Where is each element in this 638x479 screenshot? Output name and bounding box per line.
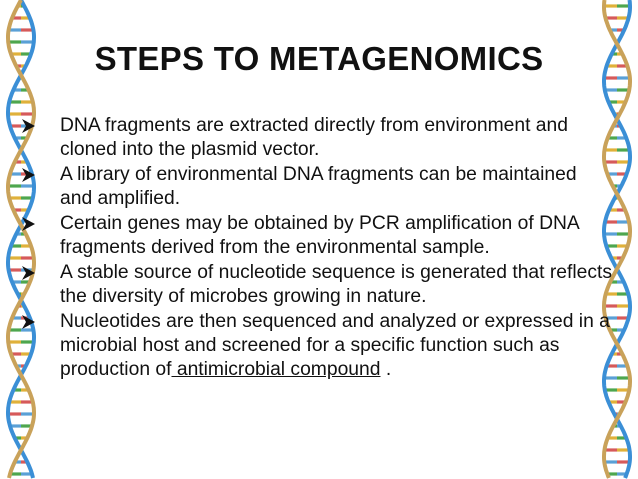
bullet-text: DNA fragments are extracted directly from environment and cloned into the plasmid vector. bbox=[60, 115, 568, 160]
underlined-term: antimicrobial compound bbox=[171, 359, 381, 380]
bullet-item bbox=[14, 261, 614, 309]
slide-title: STEPS TO METAGENOMICS bbox=[94, 40, 544, 77]
arrow-bullet-icon bbox=[20, 215, 38, 233]
bullet-text-end: . bbox=[380, 359, 392, 380]
arrow-bullet-icon bbox=[20, 313, 38, 331]
arrow-bullet-icon bbox=[20, 117, 38, 135]
bullet-item bbox=[14, 163, 614, 211]
bullet-text: Certain genes may be obtained by PCR amplification of DNA fragments derived from the environmental sample. bbox=[60, 213, 579, 258]
bullet-item bbox=[14, 310, 614, 382]
arrow-bullet-icon bbox=[20, 264, 38, 282]
bullet-item bbox=[14, 114, 614, 162]
bullet-item bbox=[14, 212, 614, 260]
bullet-list bbox=[14, 114, 614, 383]
bullet-text: Nucleotides are then sequenced and analyzed or expressed in a microbial host and screened for a specific function such as production of bbox=[60, 311, 610, 380]
bullet-text: A stable source of nucleotide sequence is generated that reflects the diversity of microbes growing in nature. bbox=[60, 262, 613, 307]
arrow-bullet-icon bbox=[20, 166, 38, 184]
bullet-text: A library of environmental DNA fragments can be maintained and amplified. bbox=[60, 164, 577, 209]
